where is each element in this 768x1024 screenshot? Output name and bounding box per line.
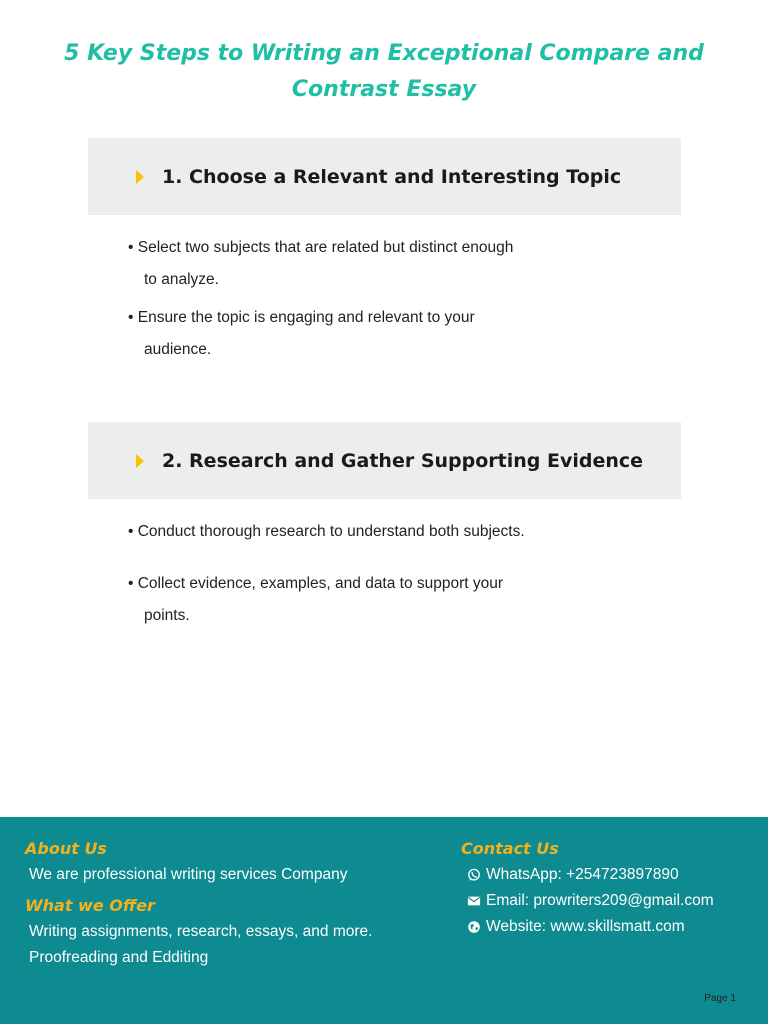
step-1-title: 1. Choose a Relevant and Interesting Topic [162, 165, 622, 188]
contact-heading: Contact Us [461, 839, 559, 858]
step-2-header [88, 422, 681, 499]
bullet-text: • Select two subjects that are related but distinct enough [128, 239, 514, 256]
bullet-continuation: points. [144, 607, 190, 624]
about-text: We are professional writing services Company [29, 866, 348, 883]
offer-line: Writing assignments, research, essays, and more. [29, 923, 373, 940]
contact-text: WhatsApp: +254723897890 [486, 866, 679, 883]
contact-email[interactable] [467, 888, 714, 914]
about-heading: About Us [25, 839, 107, 858]
caret-right-icon [136, 454, 144, 468]
footer [0, 817, 768, 1024]
offer-heading: What we Offer [25, 896, 155, 915]
page-title: 5 Key Steps to Writing an Exceptional Compare and Contrast Essay [64, 41, 704, 102]
step-2-title: 2. Research and Gather Supporting Evidence [162, 449, 644, 472]
page-number: Page 1 [704, 993, 736, 1004]
bullet-text: • Conduct thorough research to understand both subjects. [128, 523, 525, 540]
step-1-bullet-1 [128, 232, 548, 296]
contact-text: Website: www.skillsmatt.com [486, 918, 685, 935]
contact-whatsapp[interactable] [467, 862, 679, 888]
step-1-bullet-2 [128, 302, 548, 366]
step-2-bullet-2 [128, 568, 548, 632]
offer-line: Proofreading and Edditing [29, 949, 209, 966]
globe-icon [467, 920, 481, 934]
bullet-text: • Collect evidence, examples, and data to support your [128, 575, 504, 592]
step-1-header [88, 138, 681, 215]
contact-website[interactable] [467, 914, 685, 940]
envelope-icon [467, 894, 481, 908]
step-2-bullet-1 [128, 516, 548, 548]
bullet-text: • Ensure the topic is engaging and relevant to your [128, 309, 475, 326]
whatsapp-icon [467, 868, 481, 882]
bullet-continuation: audience. [144, 341, 212, 358]
caret-right-icon [136, 170, 144, 184]
bullet-continuation: to analyze. [144, 271, 219, 288]
contact-text: Email: prowriters209@gmail.com [486, 892, 714, 909]
